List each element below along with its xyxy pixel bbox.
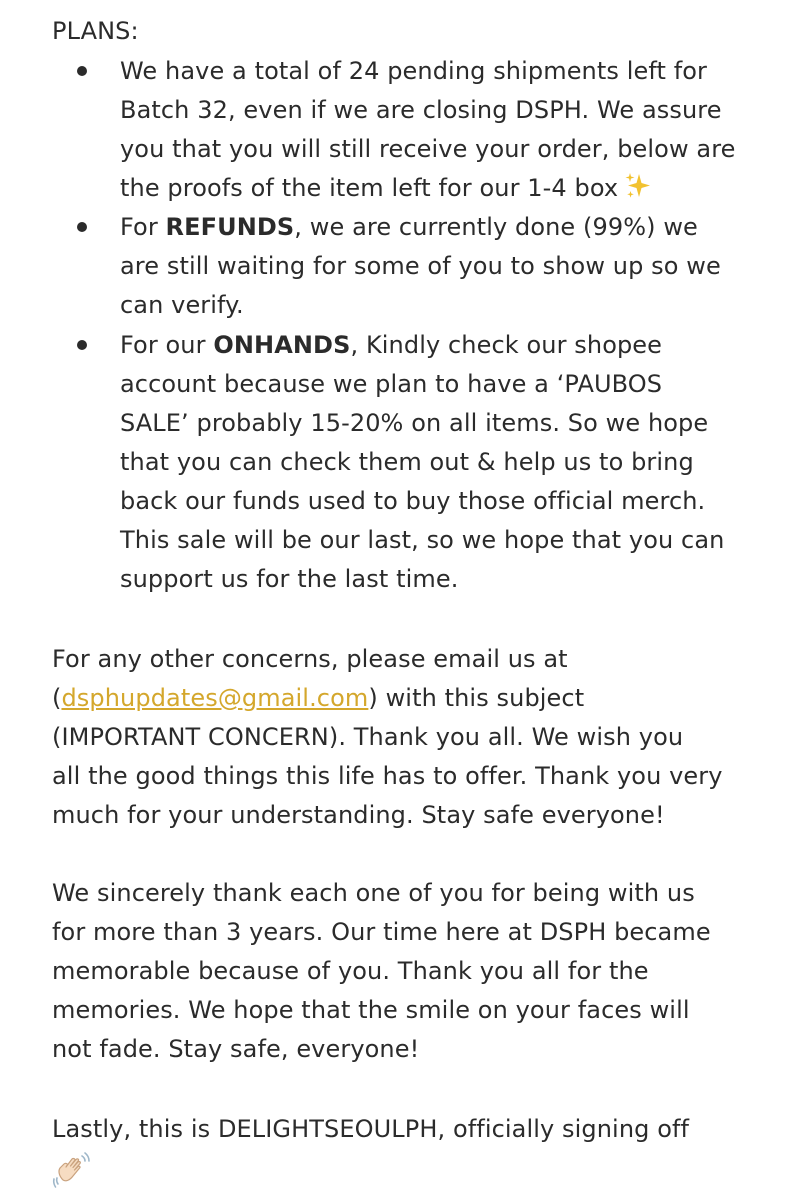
bullet-2-suffix: , we are currently done (99%) we: [294, 213, 698, 241]
bullet-1-last-line: [120, 169, 652, 212]
bullet-3-first-line: [120, 326, 662, 365]
concerns-line: much for your understanding. Stay safe everyone!: [52, 801, 665, 829]
bullet-2-line: can verify.: [120, 291, 244, 319]
waving-hand-icon: [52, 1150, 92, 1190]
bullet-3-suffix: , Kindly check our shopee: [350, 331, 663, 359]
bullet-2-first-line: [120, 208, 698, 247]
bullet-marker: [77, 66, 87, 76]
bullet-3-prefix: For our: [120, 331, 214, 359]
bullet-1-line: you that you will still receive your order, below are: [120, 135, 736, 163]
concerns-line: (IMPORTANT CONCERN). Thank you all. We wish you: [52, 723, 684, 751]
bullet-1-line: Batch 32, even if we are closing DSPH. We assure: [120, 96, 722, 124]
concerns-email-line: [52, 679, 584, 718]
thanks-line: not fade. Stay safe, everyone!: [52, 1035, 420, 1063]
bullet-1-line-text: the proofs of the item left for our 1-4 box: [120, 174, 619, 202]
bullet-2-line: are still waiting for some of you to show up so we: [120, 252, 721, 280]
bullet-3-line: This sale will be our last, so we hope that you can: [120, 526, 725, 554]
thanks-line: memories. We hope that the smile on your faces will: [52, 996, 690, 1024]
thanks-line: for more than 3 years. Our time here at DSPH became: [52, 918, 711, 946]
refunds-label: REFUNDS: [165, 213, 295, 241]
email-link[interactable]: dsphupdates@gmail.com: [61, 684, 369, 712]
closing-line: Lastly, this is DELIGHTSEOULPH, officially signing off: [52, 1115, 690, 1143]
thanks-line: We sincerely thank each one of you for being with us: [52, 879, 695, 907]
thanks-line: memorable because of you. Thank you all for the: [52, 957, 649, 985]
bullet-3-line: back our funds used to buy those official merch.: [120, 487, 706, 515]
sparkles-icon: [624, 172, 652, 212]
bullet-marker: [77, 340, 87, 350]
onhands-label: ONHANDS: [213, 331, 351, 359]
concerns-suffix: ) with this subject: [368, 684, 585, 712]
bullet-3-line: SALE’ probably 15-20% on all items. So we hope: [120, 409, 709, 437]
concerns-line: For any other concerns, please email us at: [52, 645, 568, 673]
open-paren: (: [52, 684, 62, 712]
bullet-3-line: support us for the last time.: [120, 565, 459, 593]
bullet-3-line: account because we plan to have a ‘PAUBOS: [120, 370, 663, 398]
bullet-1-line: We have a total of 24 pending shipments left for: [120, 57, 708, 85]
bullet-marker: [77, 222, 87, 232]
bullet-3-line: that you can check them out & help us to bring: [120, 448, 694, 476]
plans-heading: PLANS:: [52, 17, 139, 45]
concerns-line: all the good things this life has to offer. Thank you very: [52, 762, 723, 790]
bullet-2-prefix: For: [120, 213, 166, 241]
